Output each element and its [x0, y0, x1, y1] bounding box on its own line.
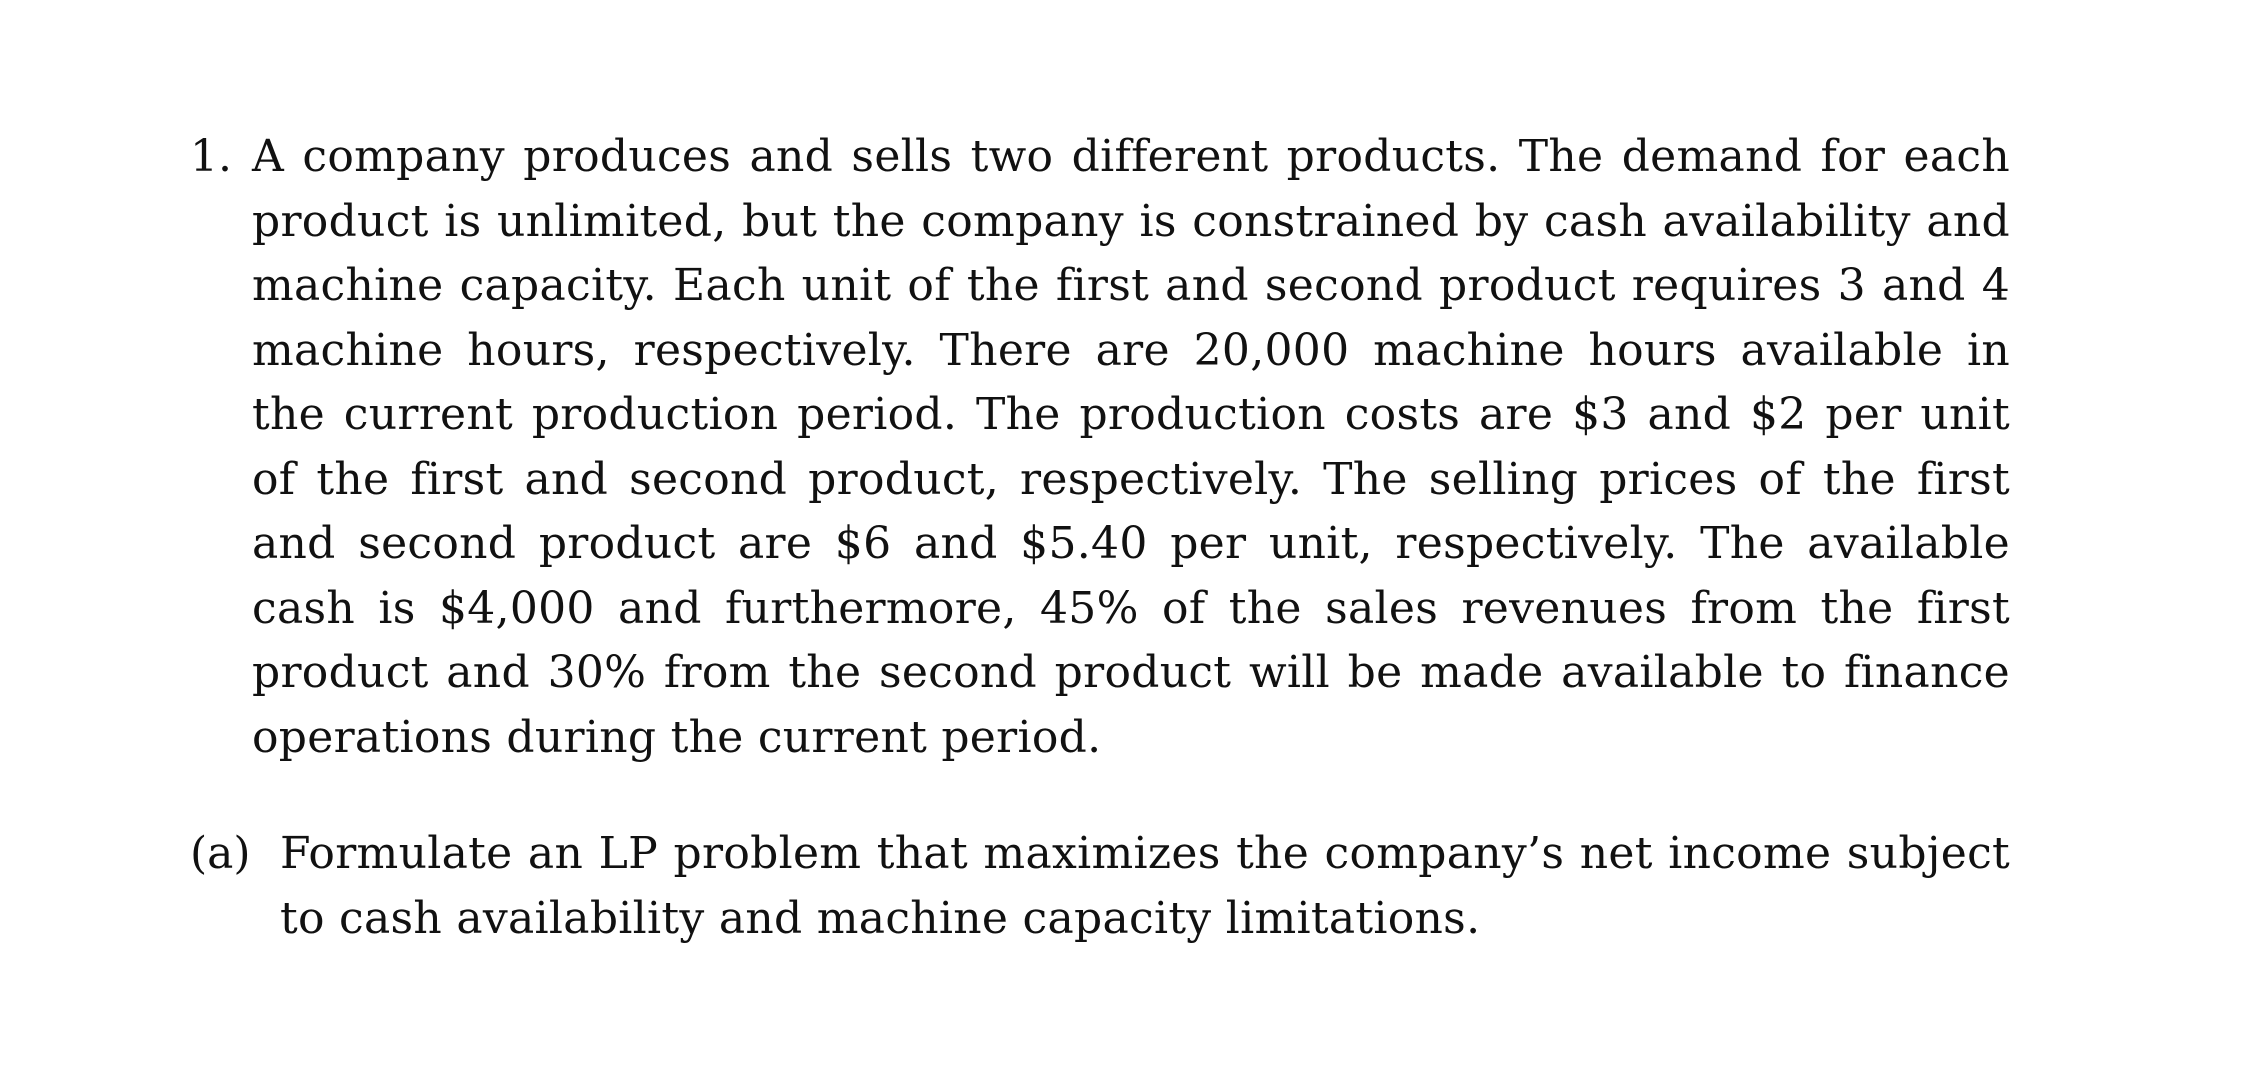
question-number: 1.	[190, 131, 232, 182]
question-1	[190, 125, 2010, 770]
question-part-a	[190, 822, 2010, 951]
part-label: (a)	[190, 828, 251, 879]
part-text: Formulate an LP problem that maximizes the company’s net income subject to cash availability and machine capacity limitations.	[280, 828, 2010, 944]
question-text: A company produces and sells two different products. The demand for each product is unlimited, but the company is constrained by cash availability and machine capacity. Each unit of the first and second product requires 3 and 4 machine hours, respectively. There are 20,000 machine hours available in the current production period. The production costs are $3 and $2 per unit of the first and second product, respectively. The selling prices of the first and second product are $6 and $5.40 per unit, respectively. The available cash is $4,000 and furthermore, 45% of the sales revenues from the first product and 30% from the second product will be made available to finance operations during the current period.	[252, 131, 2010, 763]
